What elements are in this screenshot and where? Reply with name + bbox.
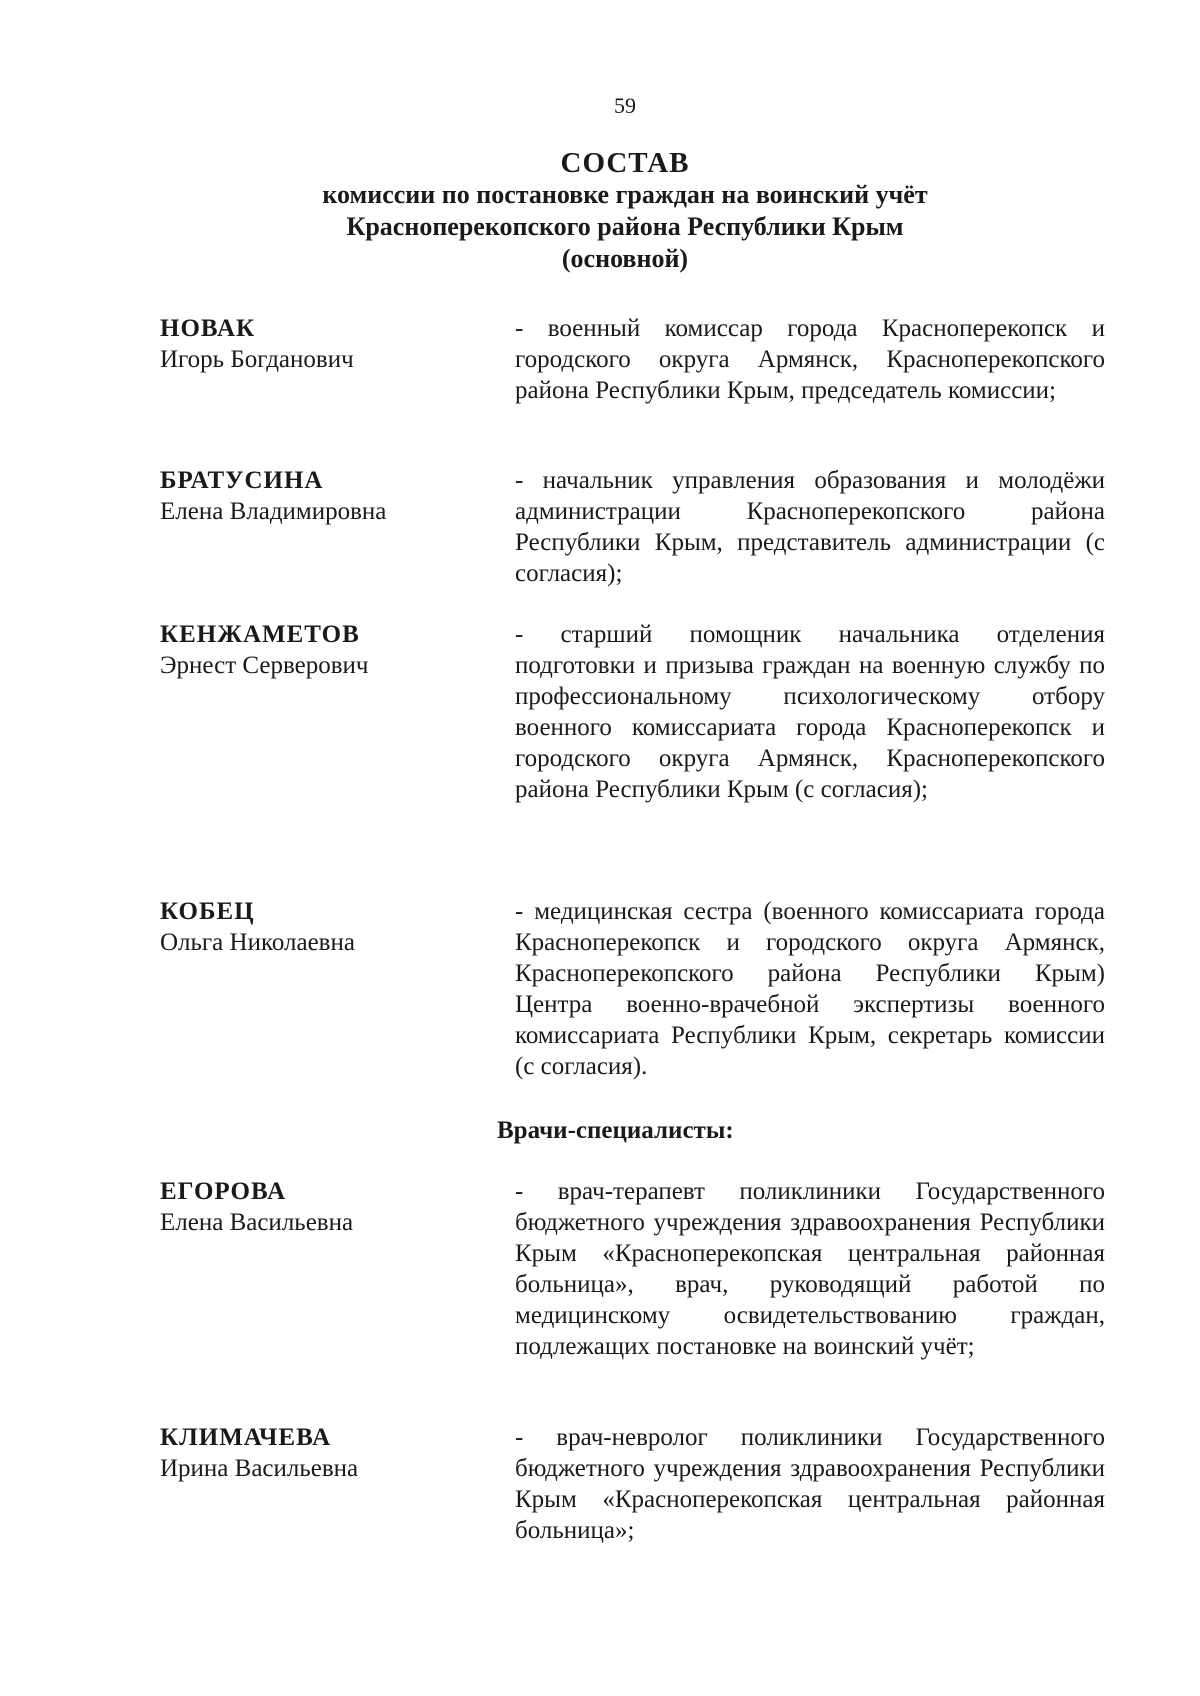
member-given-name: Эрнест Серверович — [160, 652, 369, 679]
member-description: - старший помощник начальника отделения подготовки и призыва граждан на военную службу по профессиональному психологическому отбору военного комиссариата города Красноперекопск и городского округа Армянск, Красноперекопского района Республики Крым (с согласия); — [515, 621, 1105, 803]
member-name-block — [160, 313, 490, 375]
specialist-given-name: Ирина Васильевна — [160, 1455, 359, 1482]
document-heading — [200, 147, 1050, 275]
specialist-surname: ЕГОРОВА — [160, 1178, 287, 1205]
specialist-name-block — [160, 1176, 490, 1238]
member-given-name: Игорь Богданович — [160, 346, 354, 373]
member-description: - медицинская сестра (военного комиссариата города Красноперекопск и городского округа Армянск, Красноперекопского района Республики Крым) Центра военно-врачебной экспертизы военного комиссариата Республики Крым, секретарь комиссии (с согласия). — [515, 898, 1105, 1080]
member-surname: БРАТУСИНА — [160, 467, 324, 494]
heading-line-3: (основной) — [561, 244, 689, 273]
member-name-block — [160, 896, 490, 958]
section-heading-specialists: Врачи-специалисты: — [497, 1117, 734, 1144]
member-description: - начальник управления образования и молодёжи администрации Красноперекопского района Республики Крым, представитель администрации (с согласия); — [515, 467, 1105, 587]
specialist-description: - врач-терапевт поликлиники Государственного бюджетного учреждения здравоохранения Республики Крым «Красноперекопская центральная районная больница», врач, руководящий работой по медицинскому освидетельствованию граждан, подлежащих постановке на воинский учёт; — [515, 1178, 1105, 1360]
heading-line-2: Красноперекопского района Республики Крым — [346, 212, 904, 241]
member-surname: НОВАК — [160, 315, 256, 342]
heading-title: СОСТАВ — [560, 147, 690, 179]
member-given-name: Елена Владимировна — [160, 498, 387, 525]
member-description: - военный комиссар города Красноперекопск и городского округа Армянск, Красноперекопского района Республики Крым, председатель комиссии; — [515, 315, 1105, 404]
member-name-block — [160, 465, 490, 527]
member-surname: КОБЕЦ — [160, 898, 255, 925]
member-name-block — [160, 619, 490, 681]
specialist-name-block — [160, 1422, 490, 1484]
specialist-description: - врач-невролог поликлиники Государственного бюджетного учреждения здравоохранения Республики Крым «Красноперекопская центральная районная больница»; — [515, 1424, 1105, 1544]
page-number: 59 — [614, 93, 636, 118]
member-surname: КЕНЖАМЕТОВ — [160, 621, 360, 648]
specialist-surname: КЛИМАЧЕВА — [160, 1424, 332, 1451]
heading-line-1: комиссии по постановке граждан на воинский учёт — [322, 180, 928, 209]
specialist-given-name: Елена Васильевна — [160, 1209, 354, 1236]
member-given-name: Ольга Николаевна — [160, 929, 355, 956]
